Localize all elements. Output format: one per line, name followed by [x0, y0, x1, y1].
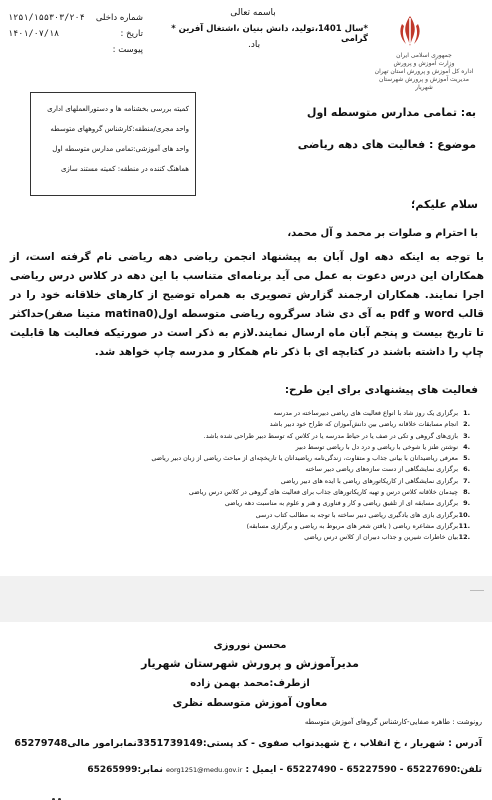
list-item: .12بیان خاطرات شیرین و جذاب دبیران از کلاس درس ریاضی: [304, 533, 470, 542]
signer-name: محسن نوروزی: [213, 640, 287, 651]
list-item: .10برگزاری بازی های یادگیری ریاضی دبیر ساخته با توجه به مطالب کتاب درسی: [255, 510, 470, 519]
body-paragraph: با توجه به اینکه دهه اول آبان به پیشنهاد انجمن ریاضی دهه ریاضی نام گرفته است، از همکاران این درس دعوت به عمل می آید برنامه‌ای متناسب با این دهه در کلاس درس ریاضی اجرا نمایند. همکاران ارجمند گزارش تصویری به همراه توضیح از کارهای خلاقانه خود را در قالب word و pdf به آی دی شاد سرگروه ریاضی متوسطه اول(matina0 متینا صفر)حداکثر تا تاریخ بیست و پنجم آبان ماه ارسال نمایند.لازم به ذکر است در صورتیکه فعالیت ها قابلیت چاپ را داشته باشند در کتابچه ای با ذکر نام همکار و مدرسه چاپ خواهد شد.: [10, 251, 485, 358]
meta-number-row: [8, 10, 143, 26]
suggestion-list: [64, 408, 470, 544]
ministry-line: اداره کل آموزش و پرورش استان تهران: [374, 68, 474, 75]
number-value: ۱۲۵۱/۱۵۵۳۰۳/۲۰۴: [8, 13, 85, 23]
distribution-line: هماهنگ کننده در منطقه: کمیته مستند سازی: [60, 165, 189, 173]
list-item: .2انجام مسابقات خلاقانه ریاضی بین دانش‌آموزان که طراح خود دبیر باشد: [269, 420, 470, 429]
date-label: تاریخ :: [120, 29, 143, 39]
attachment-label: پیوست :: [112, 45, 143, 55]
year-motto-end: باد.: [248, 40, 261, 50]
distribution-line: کمیته بررسی بخشنامه ها و دستورالعملهای اداری: [47, 105, 189, 113]
number-label: شماره داخلی: [95, 13, 143, 23]
date-value: ۱۴۰۱/۰۷/۱۸: [8, 29, 60, 39]
page-break: [0, 576, 492, 622]
fax-number: نمابر:65265999: [87, 765, 163, 775]
iran-emblem-icon: [396, 14, 424, 48]
list-item: .11برگزاری مشاعره ریاضی ( یافتن شعر های مربوط به ریاضی و برگزاری مسابقه): [246, 521, 470, 530]
email-address: eorg1251@medu.gov.ir: [165, 766, 243, 774]
footer-dots: [52, 786, 72, 789]
carbon-copy: رونوشت : طاهره صفایی-کارشناس گروهای آموزش متوسطه: [304, 718, 482, 726]
list-item: .5معرفی ریاضیدانان با بیانی جذاب و متفاوت، زندگی‌نامه ریاضیدانان یا تاریخچه‌ای از مباحث ریاضی از زبان دبیر ریاضی: [151, 454, 470, 463]
contact-line: [12, 765, 482, 775]
letter-meta: [8, 10, 143, 58]
page-break-mark: [470, 590, 484, 591]
list-item: .1برگزاری یک روز شاد با انواع فعالیت های ریاضی دبیرساخته در مدرسه: [273, 409, 470, 417]
list-item: .7برگزاری نمایشگاهی از کاریکاتورهای ریاضی با ایده های دبیر ریاضی: [280, 476, 470, 485]
bismillah: باسمه تعالی: [230, 8, 276, 18]
list-item: .3بازی‌های گروهی و تکی در صف یا در حیاط مدرسه یا در کلاس که توسط دبیر طراحی شده باشد.: [203, 431, 470, 440]
suggestions-title: فعالیت های پیشنهادی برای این طرح:: [284, 384, 478, 396]
list-item: .4نوشتن طنز یا شوخی با ریاضی و درد دل با ریاضی توسط دبیر: [295, 442, 470, 451]
greeting: سلام علیکم؛: [411, 198, 478, 211]
distribution-box: [30, 92, 196, 196]
address: آدرس : شهریار ، خ انقلاب ، خ شهیدنواب صفوی - کد پستی:3351739149نمابرامور مالی65279748: [14, 738, 482, 749]
meta-date-row: [8, 26, 143, 42]
ministry-line: مدیریت آموزش و پرورش شهرستان شهریار: [379, 76, 469, 91]
list-item: .6برگزاری نمایشگاهی از دست سازه‌های ریاضی دبیر ساخته: [305, 465, 470, 474]
distribution-line: واحد مجری/منطقه:کارشناس گروههای متوسطه: [50, 125, 189, 133]
recipient: به: تمامی مدارس متوسطه اول: [306, 106, 476, 119]
distribution-line: واحد های آموزشی:تمامی مدارس متوسطه اول: [52, 145, 189, 153]
ministry-block: [370, 52, 478, 92]
deputy-title: معاون آموزش متوسطه نظری: [172, 697, 328, 709]
meta-attachment-row: [8, 42, 143, 58]
signer-title: مدیرآموزش و پرورش شهرستان شهریار: [141, 657, 359, 670]
phone-numbers: تلفن:65227690 - 65227590 - 65227490 - ایمیل :: [245, 765, 482, 775]
letter-header: [8, 6, 486, 91]
on-behalf: ازطرف:محمد بهمن زاده: [190, 678, 310, 689]
year-motto: *سال 1401،تولید، دانش بنیان ،اشتغال آفرین * گرامی: [171, 24, 368, 44]
salutation: با احترام و صلوات بر محمد و آل محمد،: [287, 228, 478, 239]
ministry-line: وزارت آموزش و پرورش: [393, 60, 455, 67]
subject: موضوع : فعالیت های دهه ریاضی: [297, 138, 476, 151]
list-item: .9برگزاری مسابقه ای از تلفیق ریاضی و کار و فناوری و هنر و علوم به مناسبت دهه ریاضی: [224, 499, 470, 508]
ministry-line: جمهوری اسلامی ایران: [396, 52, 452, 59]
list-item: .8چیدمان خلاقانه کلاس درس و تهیه کاریکاتورهای جذاب برای فعالیت های گروهی در کلاس درس ریاضی: [188, 488, 470, 497]
